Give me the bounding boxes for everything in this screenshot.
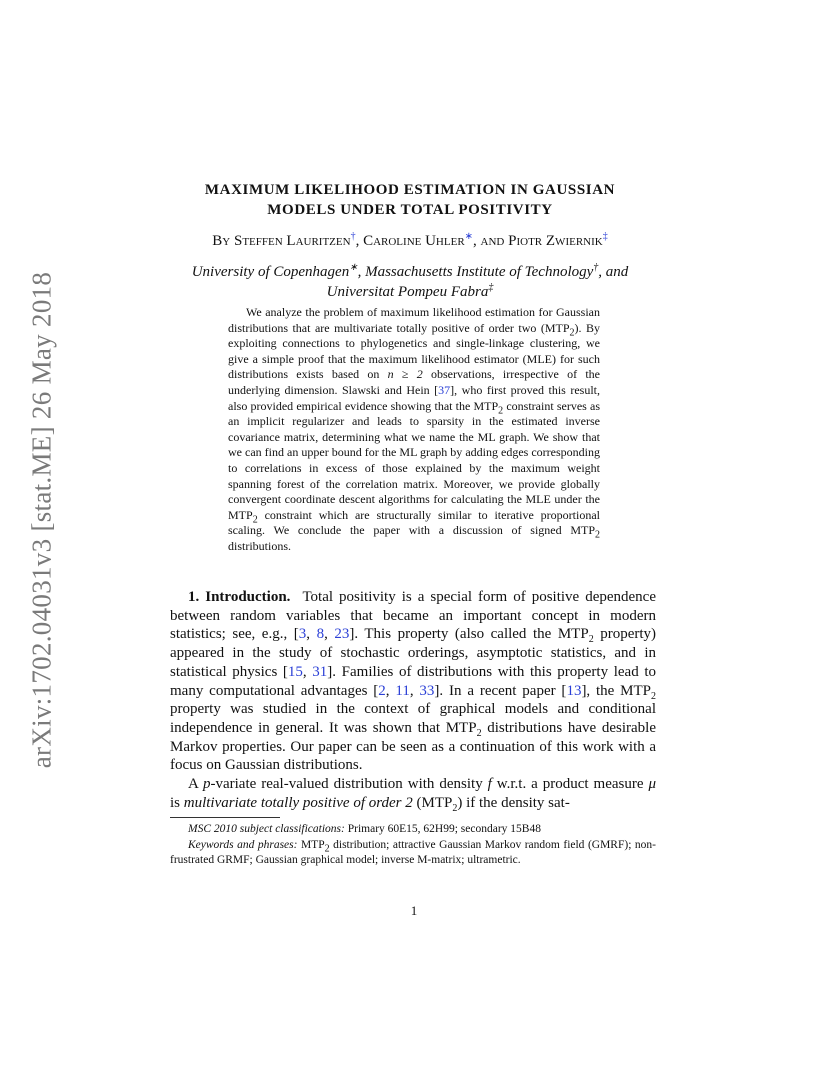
comma: , [385,682,396,699]
abstract-paragraph [228,305,600,555]
citation-bracket: [ [434,382,439,397]
citation-link-13[interactable]: 13 [566,682,582,699]
comma: , [324,626,335,643]
citation-link-2[interactable]: 2 [378,682,386,699]
math-inline: p [202,776,211,793]
author-line [150,233,670,250]
body-text: ]. Families of distributions with this property lead to many computational advantages [ [170,663,656,699]
affiliation-copenhagen: University of Copenhagen [191,264,350,280]
citation-link-3[interactable]: 3 [298,626,307,643]
subscript: 2 [569,326,575,338]
subscript: 2 [498,404,504,416]
author-uhler: Caroline Uhler [363,233,465,249]
body-text: property) appeared in the study of stochastic orderings, asymptotic statistics, and in statistical physics [ [170,626,657,680]
affiliation-pompeu-fabra: Universitat Pompeu Fabra [326,284,489,300]
footnote-rule [170,817,280,818]
subscript: 2 [651,690,657,702]
footnotes [170,822,656,869]
subscript: 2 [588,634,594,646]
subscript: 2 [476,727,482,739]
abstract [228,305,600,555]
affiliation-mit: , Massachusetts Institute of Technology [357,264,594,280]
footnote-keywords [170,838,656,869]
body-text: ]. In a recent paper [ [434,682,567,699]
abstract-text: ). By exploiting connections to phylogenetics and single-linkage clustering, we give a simple proof that the maximum likelihood estimator (MLE) for such distributions exists based on [228,320,601,382]
footnote-label: Keywords and phrases: [188,838,298,851]
footnote-text: distribution; attractive Gaussian Markov random field (GMRF); non-frustrated GRMF; Gaussian graphical model; inverse M-matrix; ultrametric. [170,838,656,866]
affiliation-mark-dagger: † [593,262,599,273]
author-separator-and: , and [473,233,509,249]
body-text: ) if the density sat- [457,794,570,811]
math-inline: f [487,776,492,793]
footnote-msc [170,822,656,838]
comma: , [306,626,317,643]
subscript: 2 [595,529,600,541]
body-text: (MTP [412,794,453,811]
math-inline: μ [648,776,657,793]
by-label: By [212,233,231,249]
citation-link-23[interactable]: 23 [334,626,350,643]
footnote-label: MSC 2010 subject classifications: [188,823,345,835]
title-line-1: MAXIMUM LIKELIHOOD ESTIMATION IN GAUSSIAN [204,182,616,198]
body-text: Total positivity is a special form of positive dependence between random variables that became an important concept in modern statistics; see, e.g., [ [170,589,657,643]
author-mark-dagger[interactable]: † [350,231,356,242]
author-zwiernik: Piotr Zwiernik [508,233,603,249]
citation-link-8[interactable]: 8 [316,626,325,643]
abstract-text: We analyze the problem of maximum likelihood estimation for Gaussian distributions that are multivariate totally positive of order two (MTP [228,305,600,335]
abstract-text: distributions. [228,538,292,553]
subscript: 2 [452,802,458,814]
citation-link-15[interactable]: 15 [287,663,303,680]
body-text: ]. This property (also called the MTP [349,626,589,643]
title-line-2: MODELS UNDER TOTAL POSITIVITY [267,202,553,218]
abstract-text: constraint serves as an implicit regularizer and leads to sparsity in the estimated inverse covariance matrix, determining what we name the ML graph. We show that we can find an upper bound for the ML graph by adding edges corresponding to correlations in excess of those explained by the maximum weight spanning forest of the correlation matrix. Moreover, we provide globally convergent coordinate descent algorithms for calculating the MLE under the MTP [228,398,601,522]
body-text: A [188,776,203,793]
affiliation-mark-star: ∗ [349,262,358,273]
subscript: 2 [324,842,330,854]
comma: , [302,663,313,680]
arxiv-identifier-stamp: arXiv:1702.04031v3 [stat.ME] 26 May 2018 [26,271,57,769]
citation-link-37[interactable]: 37 [438,382,451,397]
affiliation-and: , and [598,264,629,280]
section-heading: 1. Introduction. [188,589,291,605]
affiliation-line-2 [150,282,670,302]
intro-paragraph-1 [170,588,656,775]
emphasized-term: multivariate totally positive of order 2 [183,794,413,811]
page-number: 1 [410,903,418,918]
introduction-section [170,588,656,812]
author-mark-star[interactable]: ∗ [464,231,474,242]
body-text: w.r.t. a product measure [491,776,649,793]
footnote-text: Primary 60E15, 62H99; secondary 15B48 [344,823,541,835]
citation-link-31[interactable]: 31 [312,663,328,680]
paper-title [150,180,670,220]
body-text: -variate real-valued distribution with density [210,776,488,793]
intro-paragraph-2 [170,775,656,812]
affiliation-line-1 [150,262,670,282]
abstract-text: observations, irrespective of the underlying dimension. Slawski and Hein [228,367,600,397]
body-text: is [170,794,184,811]
footnote-text: MTP [297,838,325,851]
author-mark-double-dagger[interactable]: ‡ [602,231,608,242]
citation-link-11[interactable]: 11 [395,682,410,699]
body-text: property was studied in the context of graphical models and conditional independence in general. It was shown that MTP [170,701,656,736]
subscript: 2 [252,514,258,526]
citation-bracket: ] [450,382,455,397]
author-separator: , [355,233,364,249]
body-text: distributions have desirable Markov properties. Our paper can be seen as a continuation of this work with a focus on Gaussian distributions. [170,719,656,774]
comma: , [409,682,420,699]
citation-link-33[interactable]: 33 [419,682,435,699]
abstract-text: , who first proved this result, also provided empirical evidence showing that the MTP [228,382,600,413]
affiliations [150,262,670,302]
body-text: ], the MTP [581,682,652,699]
author-lauritzen: Steffen Lauritzen [233,233,351,249]
math-inline: n ≥ 2 [387,367,423,382]
affiliation-mark-double-dagger: ‡ [488,282,494,293]
abstract-text: constraint which are structurally similar to iterative proportional scaling. We conclude the paper with a discussion of signed MTP [228,507,600,538]
